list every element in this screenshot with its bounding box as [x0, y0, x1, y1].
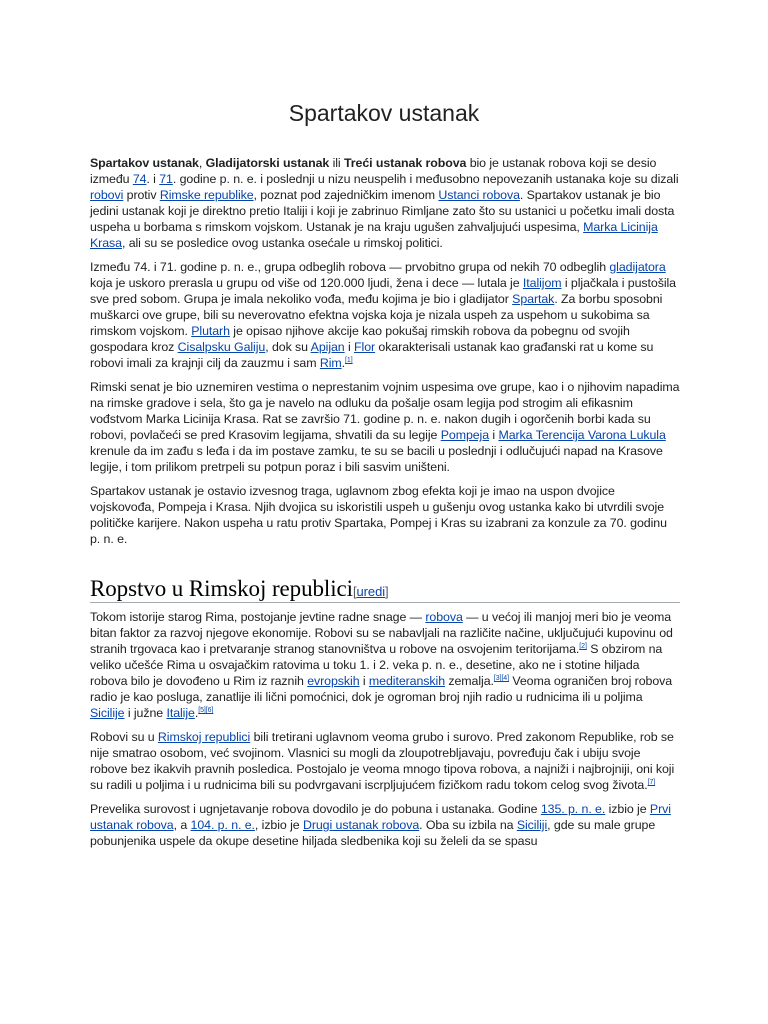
link-robova[interactable]: robova [425, 610, 463, 624]
text-run: koja je uskoro prerasla u grupu od više od 120.000 ljudi, žena i dece — lutala je [90, 276, 523, 290]
link-flor[interactable]: Flor [354, 340, 376, 354]
intro-paragraph-3 [90, 379, 680, 475]
text-run: Između 74. i 71. godine p. n. e., grupa odbeglih robova — prvobitno grupa od nekih 70 odbeglih [90, 260, 610, 274]
section-heading [90, 576, 680, 603]
text-run: , gde su male grupe pobunjenika uspele da okupe desetine hiljada sledbenika koji su želeli da se spasu [90, 818, 656, 848]
link-74[interactable]: 74 [132, 172, 147, 186]
text-run: i [359, 674, 369, 688]
text-run: i [344, 340, 355, 354]
reference-link[interactable]: [4] [501, 674, 509, 682]
reference-link[interactable]: [5] [198, 706, 206, 714]
text-run: , poznat pod zajedničkim imenom [253, 188, 439, 202]
reference-link[interactable]: [3] [493, 674, 502, 682]
link-spartak[interactable]: Spartak [512, 292, 555, 306]
link-prvi-ustanak-robova[interactable]: Prvi ustanak robova [90, 802, 671, 832]
intro-paragraph-1 [90, 155, 680, 251]
text-run: izbio je [605, 802, 650, 816]
text-run: i pljačkala i pustošila sve pred sobom. Grupa je imala nekoliko vođa, među kojima je bio i gladijator [90, 276, 676, 306]
link-rim[interactable]: Rim [319, 356, 342, 370]
text-run: . godine p. n. e. i poslednji u nizu neuspelih i međusobno nepovezanih ustanaka koje su dizali [172, 172, 679, 186]
text-run: , a [173, 818, 191, 832]
text-run: Rimski senat je bio uznemiren vestima o neprestanim vojnim uspesima ove grupe, kao i o njihovim napadima na rimske gradove i sela, što ga je navelo na odluku da pošalje osam legija pod strogim ali efikasnim vođstvom Marka Licinija Krasa. Rat se završio 71. godine p. n. e. nakon dugih i ogorčenih borbi kada su robovi, povlačeći se pred Krasovim legijama, shvatili da su legije [90, 380, 680, 442]
text-run: Spartakov ustanak je ostavio izvesnog traga, uglavnom zbog efekta koji je imao na uspon dvojice vojskovođa, Pompeja i Krasa. Njih dvojica su iskoristili uspeh u gušenju ovog ustanka kako bi utvrdili svoje političke karijere. Nakon uspeha u ratu protiv Spartaka, Pompej i Kras su izabrani za konzule za 70. godinu p. n. e. [90, 484, 667, 546]
intro-paragraph-2 [90, 259, 680, 371]
edit-section-link [353, 584, 389, 599]
link-pompeja[interactable]: Pompeja [440, 428, 490, 442]
link-rimskoj-republici[interactable]: Rimskoj republici [157, 730, 251, 744]
edit-link[interactable]: uredi [356, 584, 386, 599]
section-title: Ropstvo u Rimskoj republici [90, 576, 353, 601]
text-run: Veoma ograničen broj robova radio je kao posluga, zanatlije ili lični pomoćnici, dok je ogroman broj njih radio u rudnicima ili u poljima [90, 674, 673, 704]
text-run: zemalja. [445, 674, 494, 688]
text-run: bio je ustanak robova koji se desio između [90, 156, 657, 186]
text-run: . Za borbu sposobni muškarci ove grupe, bili su neverovatno efektna vojska koja je nizala uspeh za uspehom u sukobima sa rimskom vojskom. [90, 292, 663, 338]
bold-term: Gladijatorski ustanak [205, 156, 330, 170]
text-run: S obzirom na veliko učešće Rima u osvajačkim ratovima u toku 1. i 2. veka p. n. e., desetine, ako ne i stotine hiljada robova bilo je dovođeno u Rim iz raznih [90, 642, 663, 688]
text-run: Robovi su u [90, 730, 158, 744]
reference-link[interactable]: [6] [205, 706, 214, 714]
section-paragraph-3 [90, 801, 680, 849]
text-run: , [198, 156, 206, 170]
link-mediteranskih[interactable]: mediteranskih [368, 674, 446, 688]
edit-bracket-close: ] [385, 584, 389, 599]
link-marka-terencija-varona-lukula[interactable]: Marka Terencija Varona Lukula [498, 428, 666, 442]
text-run: . Oba su izbila na [419, 818, 517, 832]
text-run: . i [146, 172, 160, 186]
text-run: bili tretirani uglavnom veoma grubo i surovo. Pred zakonom Republike, rob se nije smatrao osobom, već svojinom. Vlasnici su mogli da zloupotrebljavaju, povređuju čak i ubiju svoje robove bez ikakvih pravnih posledica. Postojalo je veoma mnogo tipova robova, a najniži i najbrojniji, oni koji su radili u poljima i u rudnicima bili su podvrgavani iscrpljujućem fizičkom radu tokom celog svog života. [90, 730, 675, 792]
link-italijom[interactable]: Italijom [522, 276, 562, 290]
section-paragraph-2 [90, 729, 680, 793]
link-apijan[interactable]: Apijan [310, 340, 345, 354]
link-evropskih[interactable]: evropskih [307, 674, 360, 688]
bold-term: Spartakov ustanak [90, 156, 199, 170]
page-title: Spartakov ustanak [288, 100, 480, 126]
intro-paragraph-4 [90, 483, 680, 547]
link-104-pne[interactable]: 104. p. n. e. [190, 818, 255, 832]
link-drugi-ustanak-robova[interactable]: Drugi ustanak robova [302, 818, 420, 832]
text-run: , izbio je [254, 818, 303, 832]
link-71[interactable]: 71 [159, 172, 173, 186]
text-run: ili [329, 156, 344, 170]
section-paragraph-1 [90, 609, 680, 721]
text-run: i južne [124, 706, 167, 720]
link-robovi[interactable]: robovi [90, 188, 124, 202]
text-run: , dok su [265, 340, 311, 354]
text-run: . Spartakov ustanak je bio jedini ustanak koji je direktno pretio Italiji i koji je zabrinuo Rimljane zato što su ustanici u početku imali dosta uspeha u borbama s rimskom vojskom. Ustanak je na kraju ugušen zahvaljujući uspesima, [90, 188, 675, 234]
link-plutarh[interactable]: Plutarh [191, 324, 230, 338]
link-sicilije[interactable]: Sicilije [90, 706, 125, 720]
text-run: . [341, 356, 346, 370]
text-run: je opisao njihove akcije kao pokušaj rimskih robova da pobegnu od svojih gospodara kroz [90, 324, 630, 354]
link-marka-licinija-krasa[interactable]: Marka Licinija Krasa [90, 220, 658, 250]
text-run: — u većoj ili manjoj meri bio je veoma bitan faktor za razvoj njegove ekonomije. Robovi su se nabavljali na različite načine, uključujući kupovinu od stranih trgovaca kao i pretvaranje stranog stanovništva u robove na osvojenim teritorijama. [90, 610, 673, 656]
text-run: Prevelika surovost i ugnjetavanje robova dovodilo je do pobuna i ustanaka. Godine [90, 802, 541, 816]
text-run: Tokom istorije starog Rima, postojanje jevtine radne snage — [90, 610, 426, 624]
text-run: . [194, 706, 199, 720]
link-siciliji[interactable]: Siciliji [516, 818, 548, 832]
bold-term: Treći ustanak robova [343, 156, 467, 170]
text-run: krenule da im zađu s leđa i da im postave zamku, te su se bacili u poslednji i odlučujući napad na Krasove legije, i tom prilikom pretrpeli su potpun poraz i bili sasvim uništeni. [90, 444, 663, 474]
text-run: okarakterisali ustanak kao građanski rat u kome su robovi imali za krajnji cilj da zauzmu i sam [90, 340, 654, 370]
text-run: , ali su se posledice ovog ustanka osećale u rimskoj politici. [121, 236, 443, 250]
reference-link[interactable]: [2] [579, 642, 587, 650]
link-rimske-republike[interactable]: Rimske republike [159, 188, 254, 202]
text-run: i [489, 428, 499, 442]
reference-link[interactable]: [7] [647, 778, 656, 786]
reference-link[interactable]: [1] [345, 356, 353, 364]
article-body [90, 155, 680, 857]
link-gladijatora[interactable]: gladijatora [609, 260, 666, 274]
link-italije[interactable]: Italije [166, 706, 195, 720]
link-cisalpska-galija[interactable]: Cisalpsku Galiju [177, 340, 266, 354]
text-run: protiv [123, 188, 160, 202]
link-ustanci-robova[interactable]: Ustanci robova [438, 188, 520, 202]
link-135-pne[interactable]: 135. p. n. e. [540, 802, 606, 816]
edit-bracket-open: [ [352, 584, 357, 599]
